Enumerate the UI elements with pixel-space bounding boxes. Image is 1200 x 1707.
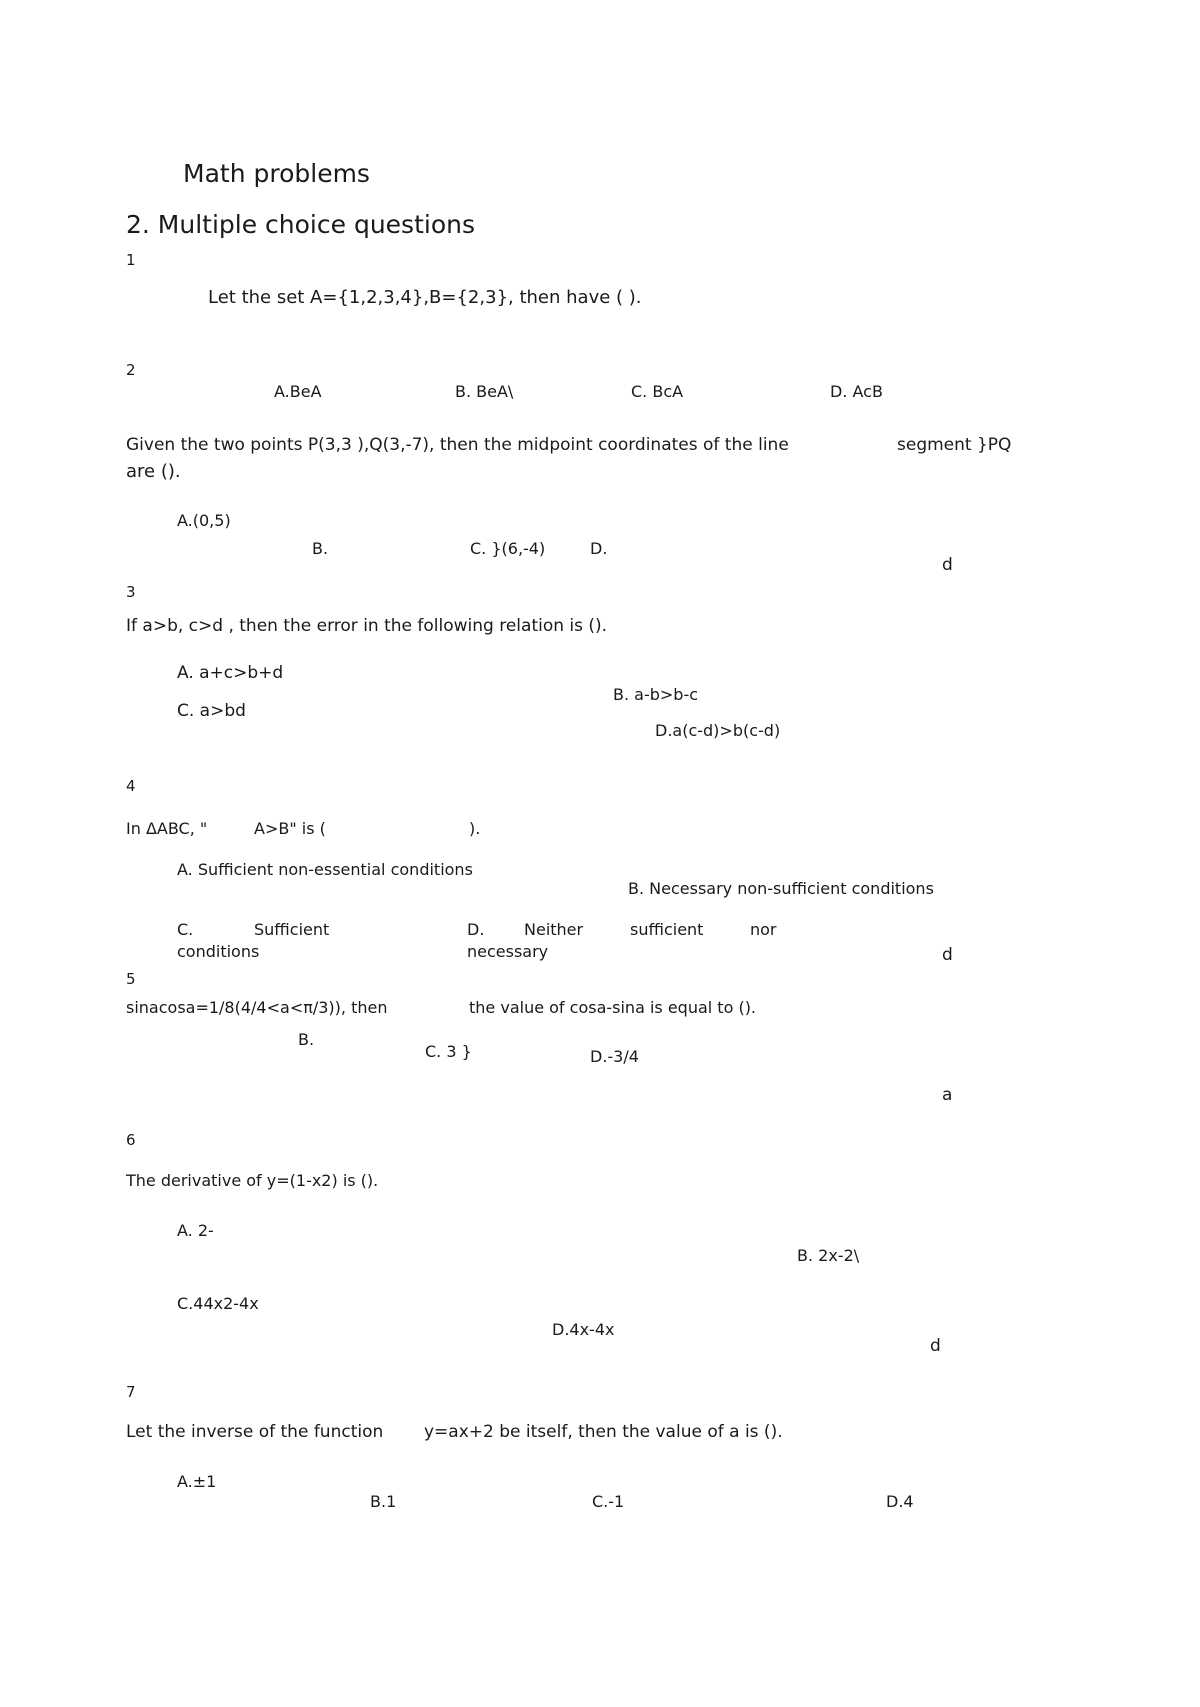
question-number: 4 bbox=[126, 777, 136, 795]
section-heading: 2. Multiple choice questions bbox=[126, 210, 475, 239]
option-a: A. Sufficient non-essential conditions bbox=[177, 860, 473, 879]
question-number: 2 bbox=[126, 361, 136, 379]
answer-mark: d bbox=[930, 1336, 941, 1356]
question-stem: The derivative of y=(1-x2) is (). bbox=[126, 1171, 379, 1190]
question-stem: Let the set A={1,2,3,4},B={2,3}, then have ( ). bbox=[208, 287, 642, 308]
answer-mark: a bbox=[942, 1085, 953, 1105]
question-stem-continued: are (). bbox=[126, 461, 181, 482]
question-stem: If a>b, c>d , then the error in the following relation is (). bbox=[126, 616, 608, 636]
option-a: A. a+c>b+d bbox=[177, 663, 284, 683]
page-title: Math problems bbox=[183, 159, 370, 188]
answer-mark: d bbox=[942, 555, 953, 575]
answer-mark: d bbox=[942, 945, 953, 965]
question-number: 6 bbox=[126, 1131, 136, 1149]
question-stem: the value of cosa-sina is equal to (). bbox=[469, 998, 757, 1017]
option-d-label: D. bbox=[467, 920, 485, 939]
option-c: C. 3 } bbox=[425, 1042, 472, 1061]
option-c: C. }(6,-4) bbox=[470, 539, 546, 558]
option-d: D.-3/4 bbox=[590, 1047, 639, 1066]
option-b: B.1 bbox=[370, 1492, 397, 1511]
question-stem-end: segment }PQ bbox=[897, 435, 1012, 455]
question-stem: sinacosa=1/8(4/4<a<π/3)), then bbox=[126, 998, 388, 1017]
option-c-text: conditions bbox=[177, 942, 260, 961]
option-c-text: Sufficient bbox=[254, 920, 330, 939]
option-d-text: nor bbox=[750, 920, 777, 939]
option-d-text: necessary bbox=[467, 942, 549, 961]
option-b: B. 2x-2\ bbox=[797, 1246, 860, 1265]
question-number: 3 bbox=[126, 583, 136, 601]
option-d: D. bbox=[590, 539, 608, 558]
option-a: A.BeA bbox=[274, 382, 322, 401]
question-stem: In ΔABC, " bbox=[126, 819, 208, 838]
question-stem: A>B" is ( bbox=[254, 819, 326, 838]
option-c: C.44x2-4x bbox=[177, 1294, 259, 1313]
option-b: B. bbox=[298, 1030, 315, 1049]
option-d: D.a(c-d)>b(c-d) bbox=[655, 721, 781, 740]
question-number: 7 bbox=[126, 1383, 136, 1401]
question-stem: Given the two points P(3,3 ),Q(3,-7), then the midpoint coordinates of the line bbox=[126, 435, 789, 455]
option-d: D. AcB bbox=[830, 382, 883, 401]
option-c: C. BcA bbox=[631, 382, 684, 401]
question-number: 1 bbox=[126, 251, 136, 269]
option-c: C. a>bd bbox=[177, 701, 246, 721]
option-d-text: Neither bbox=[524, 920, 584, 939]
option-d: D.4x-4x bbox=[552, 1320, 615, 1339]
option-b: B. a-b>b-c bbox=[613, 685, 699, 704]
option-c: C.-1 bbox=[592, 1492, 625, 1511]
question-stem: ). bbox=[469, 819, 481, 838]
option-b: B. bbox=[312, 539, 329, 558]
question-stem: Let the inverse of the function bbox=[126, 1422, 384, 1442]
option-a: A. 2- bbox=[177, 1221, 214, 1240]
option-a: A.±1 bbox=[177, 1472, 217, 1491]
option-b: B. BeA\ bbox=[455, 382, 514, 401]
question-stem: y=ax+2 be itself, then the value of a is (). bbox=[424, 1422, 783, 1442]
option-b: B. Necessary non-sufficient conditions bbox=[628, 879, 934, 898]
option-d: D.4 bbox=[886, 1492, 914, 1511]
question-number: 5 bbox=[126, 970, 136, 988]
option-c-label: C. bbox=[177, 920, 194, 939]
option-a: A.(0,5) bbox=[177, 511, 231, 530]
option-d-text: sufficient bbox=[630, 920, 704, 939]
